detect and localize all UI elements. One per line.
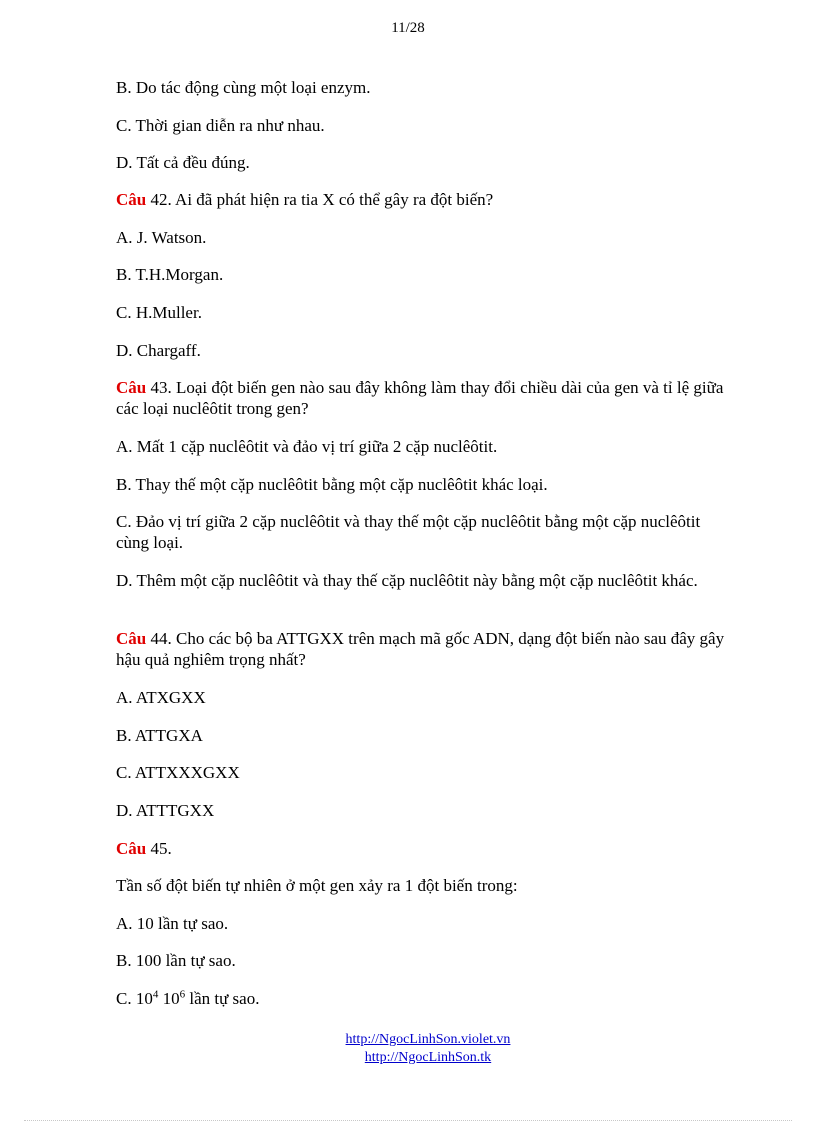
q42-option-a: A. J. Watson. [116,228,207,247]
question-label: Câu [116,378,147,397]
q42-option-d: D. Chargaff. [116,341,201,360]
page-border [24,1120,792,1121]
answer-option-d: D. Tất cả đều đúng. [116,153,250,172]
q44-option-c: C. ATTXXXGXX [116,763,240,782]
answer-option-b: B. Do tác động cùng một loại enzym. [116,78,371,97]
question-label: Câu [116,190,147,209]
q44-option-b: B. ATTGXA [116,726,203,745]
q42-option-c: C. H.Muller. [116,303,202,322]
q43-option-c: C. Đảo vị trí giữa 2 cặp nuclêôtit và thay thế một cặp nuclêôtit bằng một cặp nuclêôtit cùng loại. [116,512,701,552]
q43-option-b: B. Thay thế một cặp nuclêôtit bằng một cặp nuclêôtit khác loại. [116,475,548,494]
answer-option-c: C. Thời gian diễn ra như nhau. [116,116,325,135]
question-text: 42. Ai đã phát hiện ra tia X có thể gây ra đột biến? [150,190,494,209]
q44-option-d: D. ATTTGXX [116,801,215,820]
footer-link-violet[interactable]: http://NgocLinhSon.violet.vn [345,1032,511,1047]
q43-option-d: D. Thêm một cặp nuclêôtit và thay thế cặp nuclêôtit này bằng một cặp nuclêôtit khác. [116,571,698,590]
q45-stem: Tần số đột biến tự nhiên ở một gen xảy ra 1 đột biến trong: [116,876,518,895]
q45-option-a: A. 10 lần tự sao. [116,914,229,933]
question-label: Câu [116,629,147,648]
q42-option-b: B. T.H.Morgan. [116,265,224,284]
question-43 [116,377,736,419]
footer-link-tk-row [0,1050,816,1066]
page-number: 11/28 [391,20,425,36]
question-label: Câu [116,839,147,858]
footer-link-tk[interactable]: http://NgocLinhSon.tk [364,1050,492,1065]
q45-option-c [116,988,736,1009]
question-text: 45. [150,839,172,858]
q44-option-a: A. ATXGXX [116,688,206,707]
option-c-prefix: C. 10 [116,989,153,1008]
question-45 [116,838,736,859]
option-c-mid: 10 [158,989,180,1008]
q43-option-a: A. Mất 1 cặp nuclêôtit và đảo vị trí giữa 2 cặp nuclêôtit. [116,437,498,456]
question-42 [116,189,736,210]
exponent: 6 [179,988,186,1001]
footer-link-violet-row [0,1032,816,1048]
question-44 [116,628,736,670]
exponent: 4 [152,988,159,1001]
option-c-suffix: lần tự sao. [185,989,260,1008]
question-text: 44. Cho các bộ ba ATTGXX trên mạch mã gốc ADN, dạng đột biến nào sau đây gây hậu quả nghiêm trọng nhất? [116,629,725,669]
q45-option-b: B. 100 lần tự sao. [116,951,236,970]
question-text: 43. Loại đột biến gen nào sau đây không làm thay đổi chiều dài của gen và tỉ lệ giữa các loại nuclêôtit trong gen? [116,378,724,418]
